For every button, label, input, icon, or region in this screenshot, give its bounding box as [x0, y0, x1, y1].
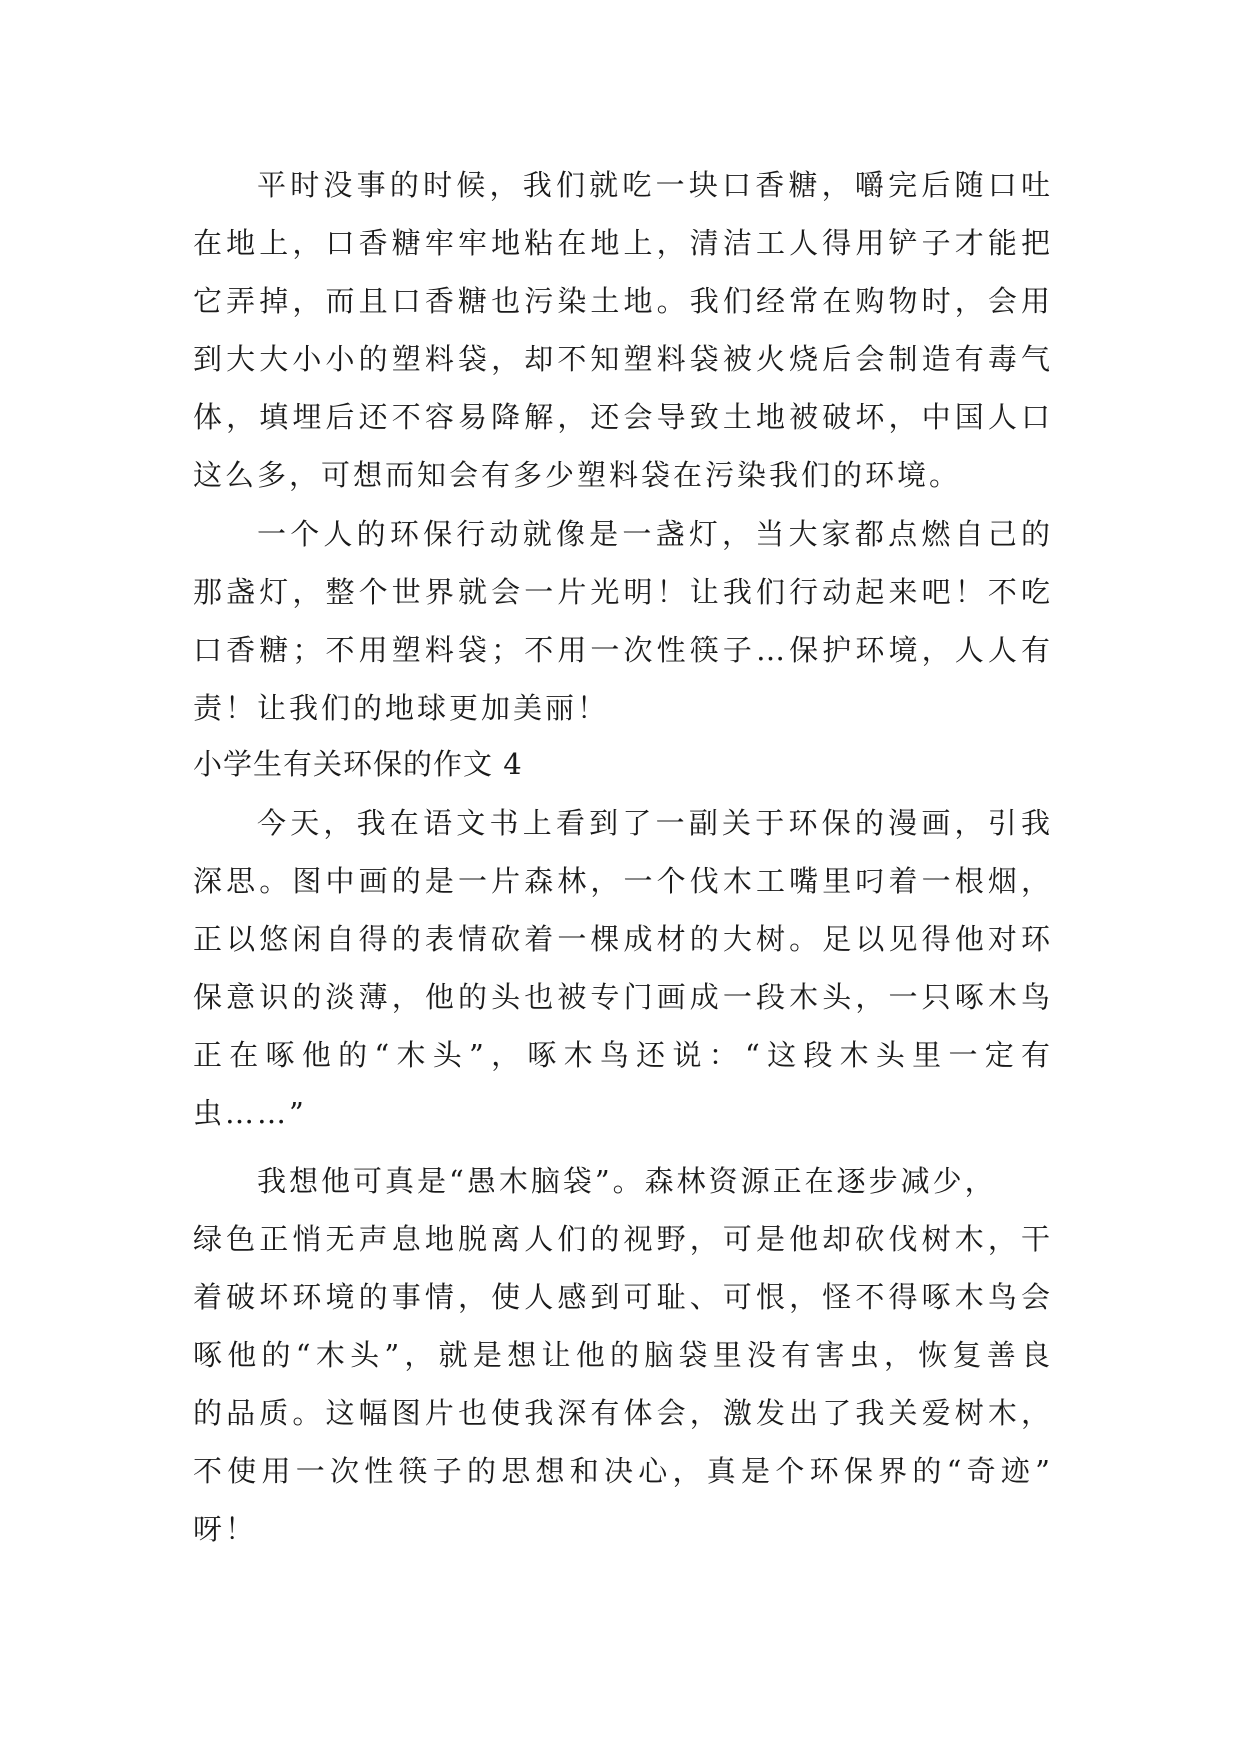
text-line: 这么多，可想而知会有多少塑料袋在污染我们的环境。 — [193, 458, 962, 492]
text-line: 我想他可真是“愚木脑袋”。森林资源正在逐步减少， — [257, 1164, 997, 1198]
text-line: 着破坏环境的事情，使人感到可耻、可恨，怪不得啄木鸟会 — [193, 1280, 1053, 1314]
text-line: 呀！ — [193, 1512, 258, 1546]
text-line: 保意识的淡薄，他的头也被专门画成一段木头，一只啄木鸟 — [193, 980, 1053, 1014]
text-line: 深思。图中画的是一片森林，一个伐木工嘴里叼着一根烟， — [193, 864, 1053, 898]
text-line: 口香糖；不用塑料袋；不用一次性筷子…保护环境，人人有 — [193, 633, 1053, 667]
text-line: 啄他的“木头”，就是想让他的脑袋里没有害虫，恢复善良 — [193, 1338, 1053, 1372]
text-line: 责！让我们的地球更加美丽！ — [193, 691, 610, 725]
text-line: 正以悠闲自得的表情砍着一棵成材的大树。足以见得他对环 — [193, 922, 1053, 956]
text-line: 平时没事的时候，我们就吃一块口香糖，嚼完后随口吐 — [257, 168, 1053, 202]
text-line: 一个人的环保行动就像是一盏灯，当大家都点燃自己的 — [257, 517, 1053, 551]
text-line: 那盏灯，整个世界就会一片光明！让我们行动起来吧！不吃 — [193, 575, 1053, 609]
text-line: 正在啄他的“木头”，啄木鸟还说：“这段木头里一定有 — [193, 1038, 1053, 1072]
text-line: 的品质。这幅图片也使我深有体会，激发出了我关爱树木， — [193, 1396, 1053, 1430]
section-heading: 小学生有关环保的作文 4 — [193, 747, 523, 781]
text-line: 绿色正悄无声息地脱离人们的视野，可是他却砍伐树木，干 — [193, 1222, 1053, 1256]
text-line: 不使用一次性筷子的思想和决心，真是个环保界的“奇迹” — [193, 1454, 1053, 1488]
text-line: 到大大小小的塑料袋，却不知塑料袋被火烧后会制造有毒气 — [193, 342, 1053, 376]
text-line: 虫……” — [193, 1096, 307, 1130]
text-line: 它弄掉，而且口香糖也污染土地。我们经常在购物时，会用 — [193, 284, 1053, 318]
text-line: 体，填埋后还不容易降解，还会导致土地被破坏，中国人口 — [193, 400, 1053, 434]
text-line: 在地上，口香糖牢牢地粘在地上，清洁工人得用铲子才能把 — [193, 226, 1053, 260]
text-line: 今天，我在语文书上看到了一副关于环保的漫画，引我 — [257, 806, 1053, 840]
